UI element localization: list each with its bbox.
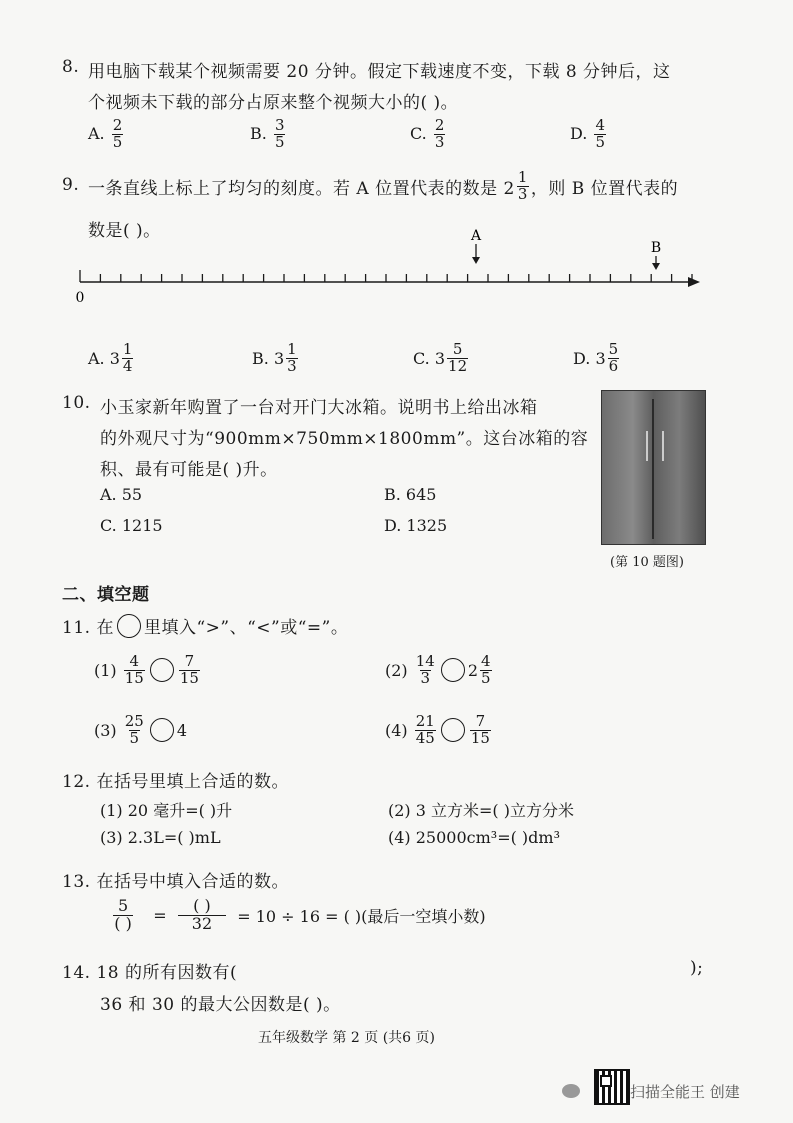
page-footer: 五年级数学 第 2 页 (共6 页) — [258, 1030, 435, 1046]
fraction-blank-denominator[interactable]: $\frac{5}{( )}$ — [114, 896, 132, 933]
q8-option-a[interactable]: A. $\frac{2}{5}$ — [88, 116, 123, 151]
q10-text-line1: 小玉家新年购置了一台对开门大冰箱。说明书上给出冰箱 — [100, 398, 538, 418]
zero-label: 0 — [75, 290, 85, 306]
q14-line2[interactable]: 36 和 30 的最大公因数是( )。 — [100, 995, 341, 1015]
qr-code-icon — [594, 1069, 630, 1105]
q11-item-3: (3) $\frac{25}{5}$ 4 — [94, 712, 188, 747]
q10-figure-caption: (第 10 题图) — [610, 555, 684, 570]
q14-line1-end: ); — [690, 958, 704, 978]
fraction: $\frac{1}{3}$ — [287, 340, 297, 375]
comparison-circle-input[interactable] — [150, 718, 174, 742]
q10-option-a[interactable]: A. 55 — [100, 485, 143, 504]
q12-item-4[interactable]: (4) 25000cm³=( )dm³ — [388, 828, 560, 847]
circle-icon — [117, 614, 141, 638]
q13-prompt: 13. 在括号中填入合适的数。 — [62, 872, 289, 892]
q8-number: 8. — [62, 57, 80, 77]
fraction: $\frac{3}{5}$ — [274, 116, 285, 151]
a-marker-label: A — [470, 228, 482, 244]
q9-option-b[interactable]: B. 3 $\frac{1}{3}$ — [252, 340, 297, 375]
q8-text-line1: 用电脑下载某个视频需要 20 分钟。假定下载速度不变，下载 8 分钟后，这 — [88, 62, 671, 82]
section-heading-fill-in: 二、填空题 — [62, 585, 150, 605]
fraction: $\frac{7}{15}$ — [470, 712, 490, 747]
number-line — [70, 226, 710, 306]
number-line-ticks — [80, 270, 692, 282]
fraction: $\frac{21}{45}$ — [415, 712, 435, 747]
q12-item-3[interactable]: (3) 2.3L=( )mL — [100, 828, 221, 847]
watermark-text: 扫描全能王 创建 — [630, 1083, 740, 1101]
q8-option-b[interactable]: B. $\frac{3}{5}$ — [250, 116, 285, 151]
q12-item-2[interactable]: (2) 3 立方米=( )立方分米 — [388, 801, 574, 820]
q11-prompt: 11. 在 里填入“>”、“<”或“=”。 — [62, 613, 348, 638]
fraction: $\frac{4}{5}$ — [595, 116, 605, 151]
fraction: $\frac{7}{15}$ — [179, 652, 199, 687]
q10-text-line2: 的外观尺寸为“900mm×750mm×1800mm”。这台冰箱的容 — [100, 429, 589, 449]
b-marker-arrow-head — [652, 263, 660, 270]
q10-option-b[interactable]: B. 645 — [384, 485, 437, 504]
fraction: $\frac{5}{12}$ — [448, 340, 468, 375]
a-marker-arrow-head — [472, 257, 480, 264]
q13-equation: $\frac{5}{( )}$ = $\frac{( )}{32}$ = 10 ÷ 16 = ( )(最后一空填小数) — [102, 898, 486, 933]
number-line-arrowhead — [688, 277, 700, 287]
q9-option-c[interactable]: C. 3 $\frac{5}{12}$ — [413, 340, 468, 375]
q10-text-line3: 积、最有可能是( )升。 — [100, 460, 278, 480]
q9-option-d[interactable]: D. 3 $\frac{5}{6}$ — [573, 340, 619, 375]
q9-text-line1: 一条直线上标上了均匀的刻度。若 A 位置代表的数是 2 $\frac{1}{3}$ ，则 B 位置代表的 — [88, 168, 679, 203]
q8-option-d[interactable]: D. $\frac{4}{5}$ — [570, 116, 605, 151]
q8-text-line2: 个视频未下载的部分占原来整个视频大小的( )。 — [88, 93, 459, 113]
fraction: $\frac{4}{5}$ — [481, 652, 491, 687]
comparison-circle-input[interactable] — [441, 658, 465, 682]
q14-line1-start[interactable]: 14. 18 的所有因数有( — [62, 963, 238, 983]
q11-item-1: (1) $\frac{4}{15}$ $\frac{7}{15}$ — [94, 652, 199, 687]
fraction: $\frac{1}{3}$ — [517, 168, 528, 203]
q10-option-d[interactable]: D. 1325 — [384, 516, 448, 535]
comparison-circle-input[interactable] — [441, 718, 465, 742]
fraction: $\frac{1}{4}$ — [122, 340, 133, 375]
q12-prompt: 12. 在括号里填上合适的数。 — [62, 772, 289, 792]
fraction: $\frac{2}{3}$ — [434, 116, 445, 151]
comparison-circle-input[interactable] — [150, 658, 174, 682]
q10-option-c[interactable]: C. 1215 — [100, 516, 163, 535]
q12-item-1[interactable]: (1) 20 毫升=( )升 — [100, 801, 233, 820]
refrigerator-photo — [601, 390, 706, 545]
fraction: $\frac{5}{6}$ — [608, 340, 619, 375]
q11-item-2: (2) $\frac{14}{3}$ 2 $\frac{4}{5}$ — [385, 652, 491, 687]
q11-item-4: (4) $\frac{21}{45}$ $\frac{7}{15}$ — [385, 712, 490, 747]
fraction-blank-numerator[interactable]: $\frac{( )}{32}$ — [178, 898, 226, 933]
q9-number: 9. — [62, 175, 80, 195]
fraction: $\frac{25}{5}$ — [124, 712, 144, 747]
q9-text-line2: 数是( )。 — [88, 221, 161, 241]
q9-option-a[interactable]: A. 3 $\frac{1}{4}$ — [88, 340, 133, 375]
q10-number: 10. — [62, 393, 91, 413]
b-marker-label: B — [650, 240, 662, 256]
fraction: $\frac{4}{15}$ — [124, 652, 144, 687]
fraction: $\frac{2}{5}$ — [112, 116, 123, 151]
wechat-logo-icon — [562, 1084, 580, 1098]
q8-option-c[interactable]: C. $\frac{2}{3}$ — [410, 116, 445, 151]
fraction: $\frac{14}{3}$ — [415, 652, 435, 687]
